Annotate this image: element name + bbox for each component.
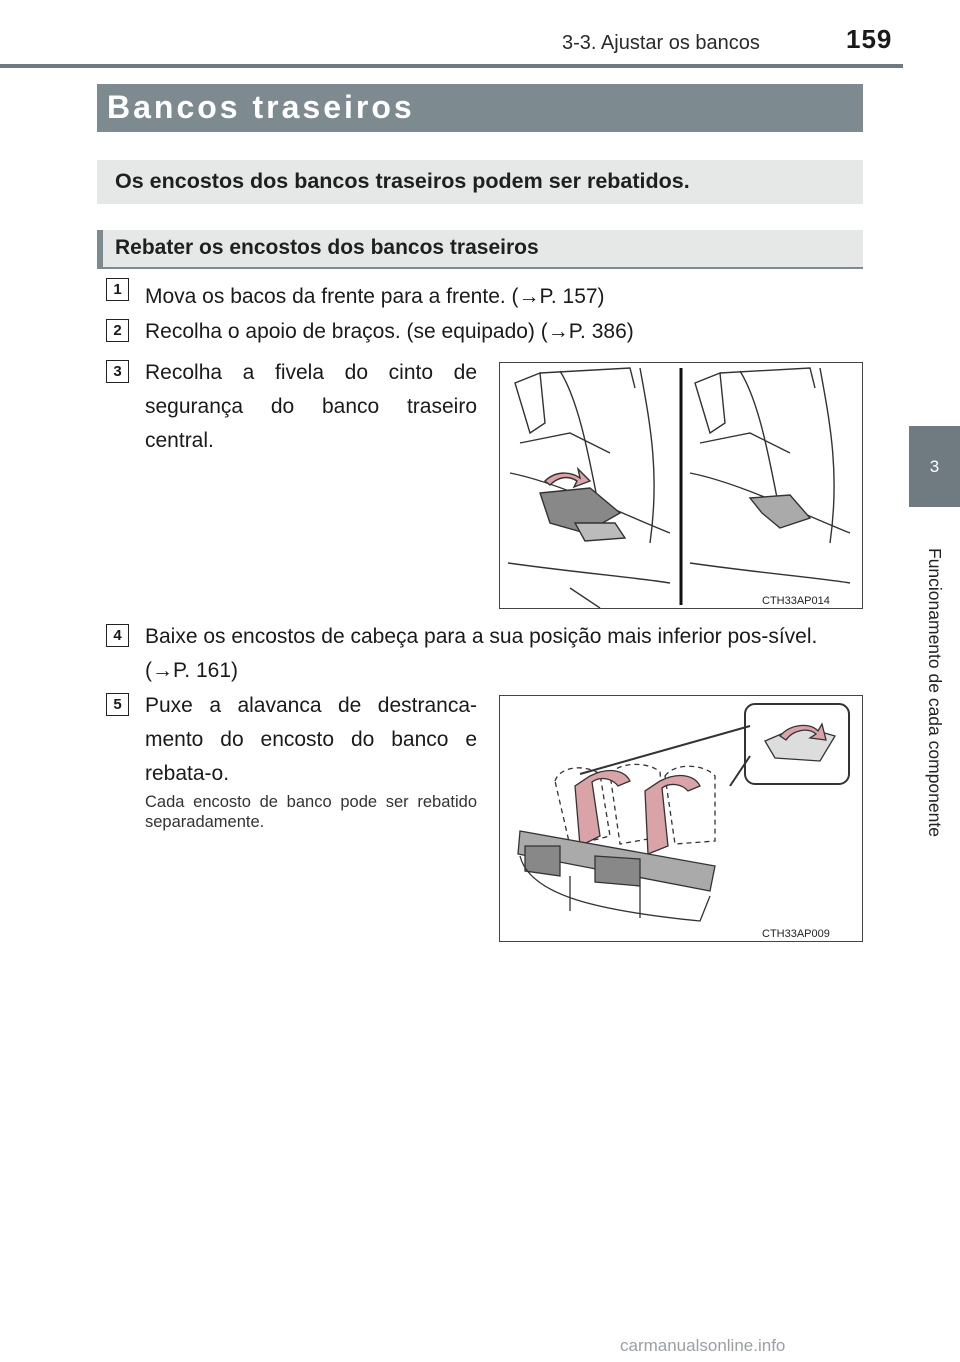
step-text-5: Puxe a alavanca de destranca-mento do encosto do banco e rebata-o. — [145, 694, 477, 785]
step-text-4: Baixe os encostos de cabeça para a sua posição mais inferior pos-sível. (→P. 161) — [145, 625, 818, 682]
figure-code-2: CTH33AP009 — [762, 928, 830, 940]
step-number-2: 2 — [106, 319, 129, 342]
chapter-tab[interactable] — [909, 426, 960, 507]
step-number-5: 5 — [106, 693, 129, 716]
seat-fold-down-illustration-icon — [500, 696, 862, 941]
header-section-title: 3-3. Ajustar os bancos — [562, 32, 760, 54]
intro-text: Os encostos dos bancos traseiros podem ser rebatidos. — [115, 169, 690, 193]
step-number-3: 3 — [106, 360, 129, 383]
figure-seat-fold-down — [499, 695, 863, 942]
seatbelt-buckle-stow-illustration-icon — [500, 363, 862, 608]
sub-heading-accent — [97, 230, 103, 267]
sub-heading — [97, 230, 863, 269]
step-text-2: Recolha o apoio de braços. (se equipado) (→P. 386) — [145, 320, 634, 343]
intro-box — [97, 160, 863, 204]
page-number: 159 — [846, 24, 893, 54]
figure-code-1: CTH33AP014 — [762, 595, 830, 607]
figure-seatbelt-buckle — [499, 362, 863, 609]
step-text-1: Mova os bacos da frente para a frente. (→P. 157) — [145, 285, 605, 308]
page-title: Bancos traseiros — [107, 89, 415, 125]
chapter-side-title: Funcionamento de cada componente — [925, 547, 945, 837]
sub-heading-text: Rebater os encostos dos bancos traseiros — [115, 236, 539, 259]
step-number-4: 4 — [106, 624, 129, 647]
header-rule — [0, 64, 903, 68]
step-number-1: 1 — [106, 278, 129, 301]
step-5-note: Cada encosto de banco pode ser rebatido separadamente. — [145, 793, 477, 831]
chapter-number: 3 — [929, 456, 940, 476]
page-title-bar — [97, 84, 863, 132]
step-text-3: Recolha a fivela do cinto de segurança do banco traseiro central. — [145, 361, 477, 452]
watermark: carmanualsonline.info — [620, 1336, 786, 1355]
